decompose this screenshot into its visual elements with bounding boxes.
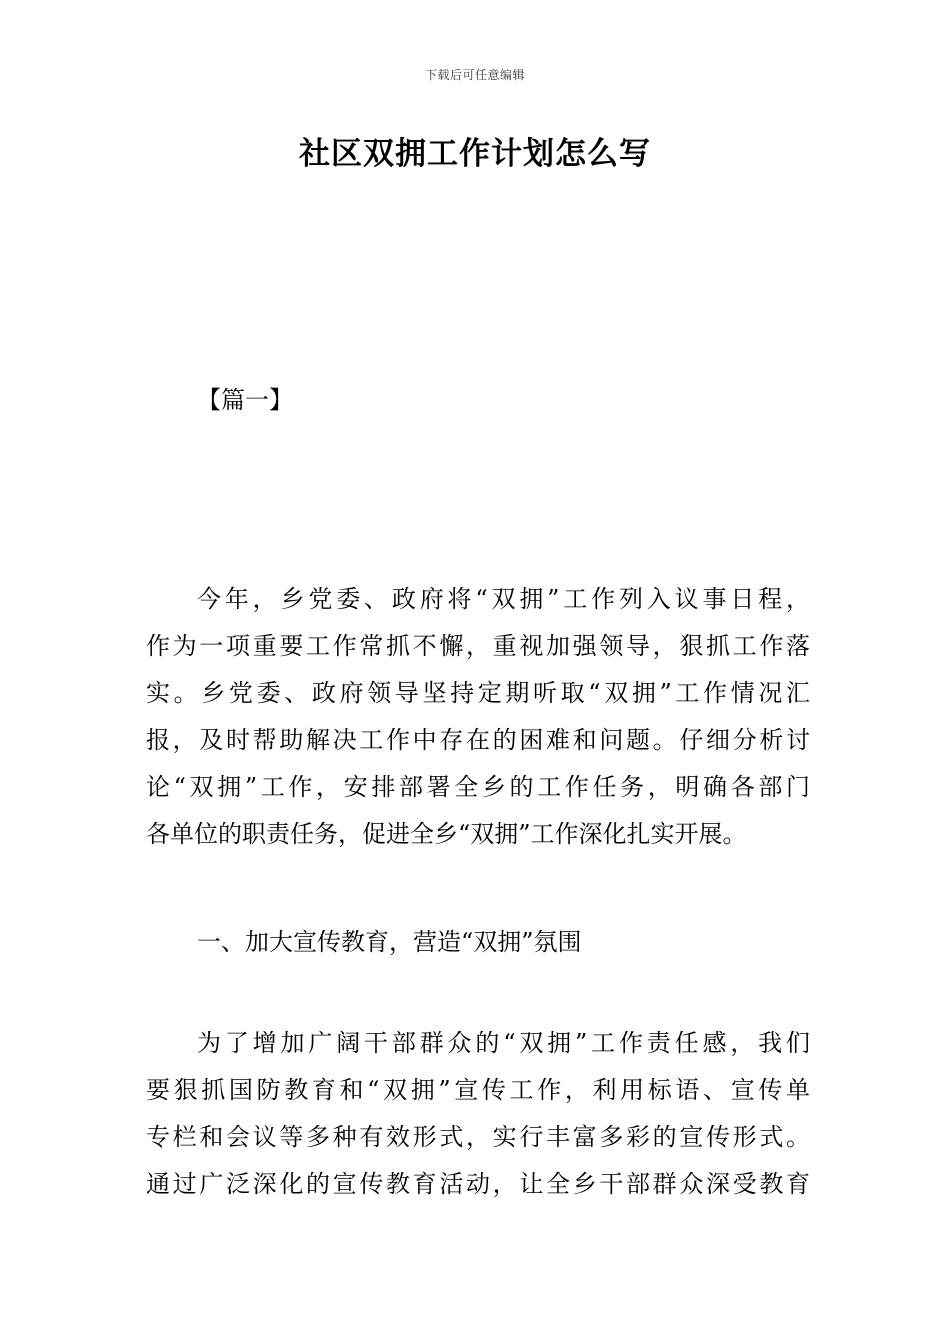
section-label: 【篇一】: [197, 386, 293, 414]
document-title: 社区双拥工作计划怎么写: [299, 136, 651, 172]
paragraph-line: 要狠抓国防教育和“双拥”宣传工作，利用标语、宣传单: [146, 1076, 810, 1104]
section-heading-text: 一、加大宣传教育，营造“双拥”氛围: [197, 928, 582, 956]
paragraph-line: 实。乡党委、政府领导坚持定期听取“双拥”工作情况汇: [146, 679, 810, 707]
paragraph-line: 作为一项重要工作常抓不懈，重视加强领导，狠抓工作落: [146, 632, 810, 660]
paragraph-line: 论“双拥”工作，安排部署全乡的工作任务，明确各部门: [146, 773, 810, 801]
paragraph-line: 专栏和会议等多种有效形式，实行丰富多彩的宣传形式。: [146, 1123, 810, 1151]
paragraph-1: [146, 576, 810, 858]
paragraph-line: 为了增加广阔干部群众的“双拥”工作责任感，我们: [197, 1029, 810, 1057]
paragraph-line: 报，及时帮助解决工作中存在的困难和问题。仔细分析讨: [146, 726, 810, 754]
paragraph-2: [146, 1020, 810, 1208]
paragraph-line: 通过广泛深化的宣传教育活动，让全乡干部群众深受教育: [146, 1170, 810, 1198]
section-heading: [146, 919, 810, 966]
header-note: 下载后可任意编辑: [424, 68, 525, 82]
paragraph-line: 各单位的职责任务，促进全乡“双拥”工作深化扎实开展。: [146, 820, 747, 848]
paragraph-line: 今年，乡党委、政府将“双拥”工作列入议事日程，: [197, 585, 810, 613]
